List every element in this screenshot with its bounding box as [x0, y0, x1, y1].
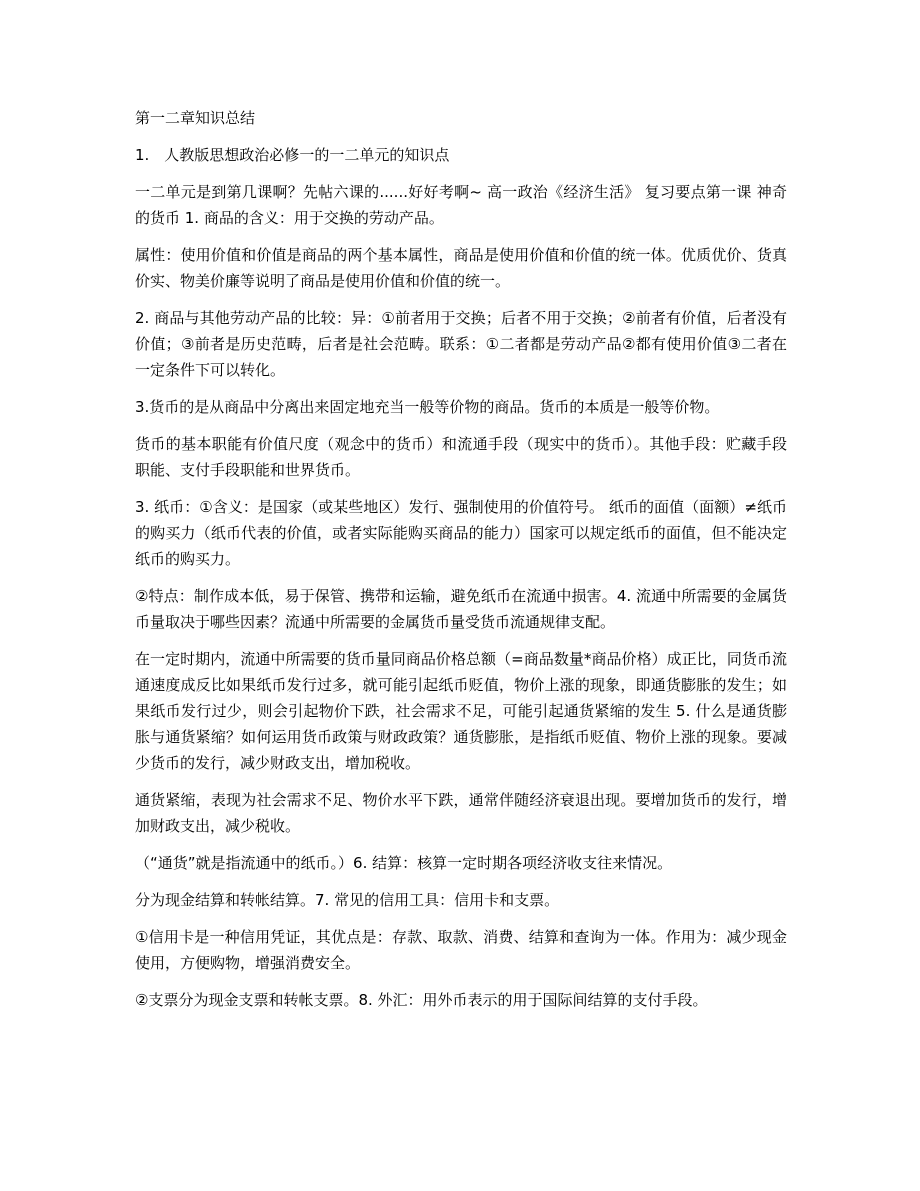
paragraph: ①信用卡是一种信用凭证，其优点是：存款、取款、消费、结算和查询为一体。作用为：减少现金使用，方便购物，增强消费安全。: [135, 928, 787, 972]
paragraph: ②特点：制作成本低，易于保管、携带和运输，避免纸币在流通中损害。4. 流通中所需要的金属货币量取决于哪些因素？流通中所需要的金属货币量受货币流通规律支配。: [135, 587, 787, 631]
paragraph: 3. 纸币：①含义：是国家（或某些地区）发行、强制使用的价值符号。 纸币的面值（面额）≠纸币的购买力（纸币代表的价值，或者实际能购买商品的能力）国家可以规定纸币的面值，但不能决定纸币的购买力。: [135, 498, 787, 568]
paragraph: 分为现金结算和转帐结算。7. 常见的信用工具：信用卡和支票。: [135, 891, 560, 909]
paragraph-heading: 1. 人教版思想政治必修一的一二单元的知识点: [135, 146, 450, 164]
paragraph: ②支票分为现金支票和转帐支票。8. 外汇：用外币表示的用于国际间结算的支付手段。: [135, 991, 708, 1009]
paragraph: 通货紧缩，表现为社会需求不足、物价水平下跌，通常伴随经济衰退出现。要增加货币的发行，增加财政支出，减少税收。: [135, 791, 787, 835]
paragraph: 一二单元是到第几课啊？先帖六课的......好好考啊~ 高一政治《经济生活》 复习要点第一课 神奇的货币 1. 商品的含义：用于交换的劳动产品。: [135, 183, 787, 227]
document-page: [135, 106, 787, 1024]
paragraph: 2. 商品与其他劳动产品的比较：异：①前者用于交换；后者不用于交换；②前者有价值，后者没有价值；③前者是历史范畴，后者是社会范畴。联系：①二者都是劳动产品②都有使用价值③二者在一定条件下可以转化。: [135, 309, 787, 379]
paragraph: 3.货币的是从商品中分离出来固定地充当一般等价物的商品。货币的本质是一般等价物。: [135, 398, 720, 416]
paragraph: （“通货”就是指流通中的纸币。）6. 结算：核算一定时期各项经济收支往来情况。: [135, 854, 673, 872]
paragraph: 属性：使用价值和价值是商品的两个基本属性，商品是使用价值和价值的统一体。优质优价、货真价实、物美价廉等说明了商品是使用价值和价值的统一。: [135, 246, 787, 290]
paragraph: 货币的基本职能有价值尺度（观念中的货币）和流通手段（现实中的货币）。其他手段：贮藏手段职能、支付手段职能和世界货币。: [135, 435, 787, 479]
document-title: 第一二章知识总结: [135, 109, 256, 127]
paragraph: 在一定时期内，流通中所需要的货币量同商品价格总额（=商品数量*商品价格）成正比，同货币流通速度成反比如果纸币发行过多，就可能引起纸币贬值，物价上涨的现象，即通货膨胀的发生；如果纸币发行过少，则会引起物价下跌，社会需求不足，可能引起通货紧缩的发生 5. 什么是通货膨胀与通货紧缩？如何运用货币政策与财政政策？通货膨胀，是指纸币贬值、物价上涨的现象。要减少货币的发行，减少财政支出，增加税收。: [135, 650, 787, 772]
